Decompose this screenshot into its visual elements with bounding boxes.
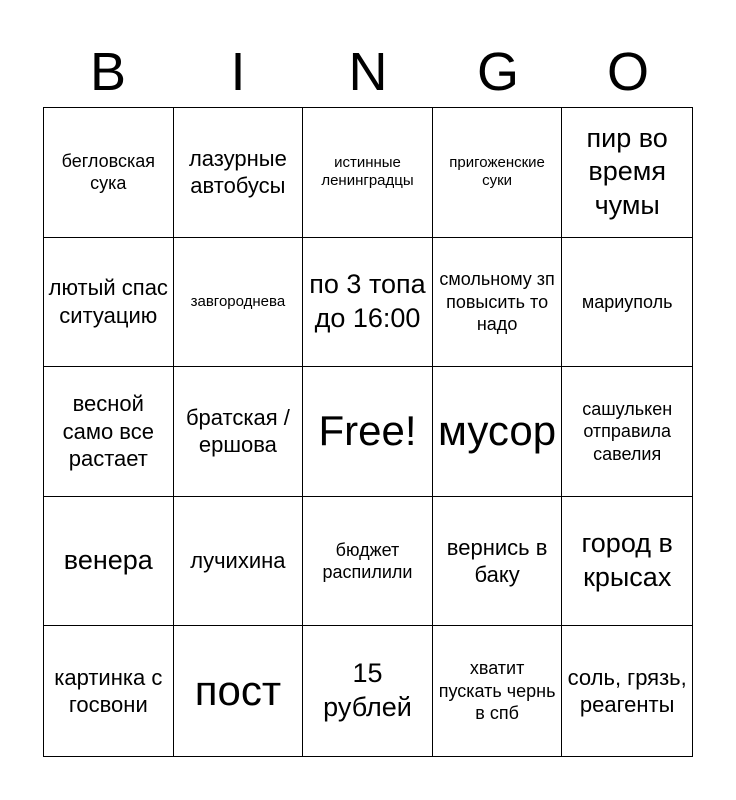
bingo-cell[interactable]: [174, 626, 304, 756]
bingo-cell[interactable]: [174, 108, 304, 238]
free-space-cell[interactable]: [303, 367, 433, 497]
cell-text: город в крысах: [581, 528, 673, 593]
bingo-board: [43, 107, 693, 757]
bingo-cell[interactable]: [44, 497, 174, 627]
bingo-cell[interactable]: [44, 367, 174, 497]
cell-text: завгороднева: [190, 292, 286, 310]
bingo-cell[interactable]: [303, 497, 433, 627]
cell-text: пригоженские суки: [449, 153, 545, 190]
cell-text: пост: [194, 666, 282, 714]
bingo-cell[interactable]: [433, 367, 563, 497]
bingo-cell[interactable]: [174, 367, 304, 497]
bingo-cell[interactable]: [562, 108, 692, 238]
cell-text: вернись в баку: [446, 534, 548, 588]
bingo-cell[interactable]: [44, 626, 174, 756]
cell-text: бегловская сука: [61, 150, 155, 194]
header-letter-g: G: [476, 42, 519, 102]
cell-text: лазурные автобусы: [188, 145, 287, 199]
bingo-cell[interactable]: [562, 626, 692, 756]
cell-text: мариуполь: [581, 291, 673, 312]
bingo-cell[interactable]: [562, 238, 692, 368]
cell-text: смольному зп повысить то надо: [439, 269, 555, 335]
free-space-text: Free!: [318, 407, 417, 455]
cell-text: по 3 топа до 16:00: [309, 269, 426, 333]
cell-text: братская / ершова: [185, 404, 290, 458]
cell-text: хватит пускать чернь в спб: [438, 658, 556, 724]
cell-text: венера: [63, 545, 153, 576]
bingo-cell[interactable]: [44, 238, 174, 368]
header-letter-i: I: [230, 42, 246, 102]
bingo-cell[interactable]: [433, 626, 563, 756]
cell-text: бюджет распилили: [322, 539, 413, 583]
cell-text: соль, грязь, реагенты: [567, 664, 687, 718]
cell-text: истинные ленинградцы: [321, 153, 414, 190]
bingo-cell[interactable]: [562, 367, 692, 497]
bingo-cell[interactable]: [303, 108, 433, 238]
bingo-cell[interactable]: [303, 238, 433, 368]
header-letter-o: O: [606, 42, 649, 102]
cell-text: лучихина: [190, 548, 286, 574]
bingo-cell[interactable]: [433, 108, 563, 238]
cell-text: 15 рублей: [323, 658, 412, 723]
bingo-cell[interactable]: [433, 238, 563, 368]
cell-text: лютый спас ситуацию: [48, 275, 168, 328]
bingo-cell[interactable]: [433, 497, 563, 627]
bingo-cell[interactable]: [174, 238, 304, 368]
header-letter-b: B: [89, 42, 127, 102]
bingo-cell[interactable]: [174, 497, 304, 627]
bingo-cell[interactable]: [44, 108, 174, 238]
bingo-header: [43, 36, 693, 108]
cell-text: картинка с госвони: [54, 664, 163, 718]
cell-text: весной само все растает: [62, 391, 154, 472]
cell-text: мусор: [438, 407, 557, 455]
cell-text: пир во время чумы: [586, 122, 668, 221]
bingo-cell[interactable]: [562, 497, 692, 627]
header-letter-n: N: [348, 42, 388, 102]
bingo-cell[interactable]: [303, 626, 433, 756]
cell-text: сашулькен отправила савелия: [582, 398, 673, 464]
